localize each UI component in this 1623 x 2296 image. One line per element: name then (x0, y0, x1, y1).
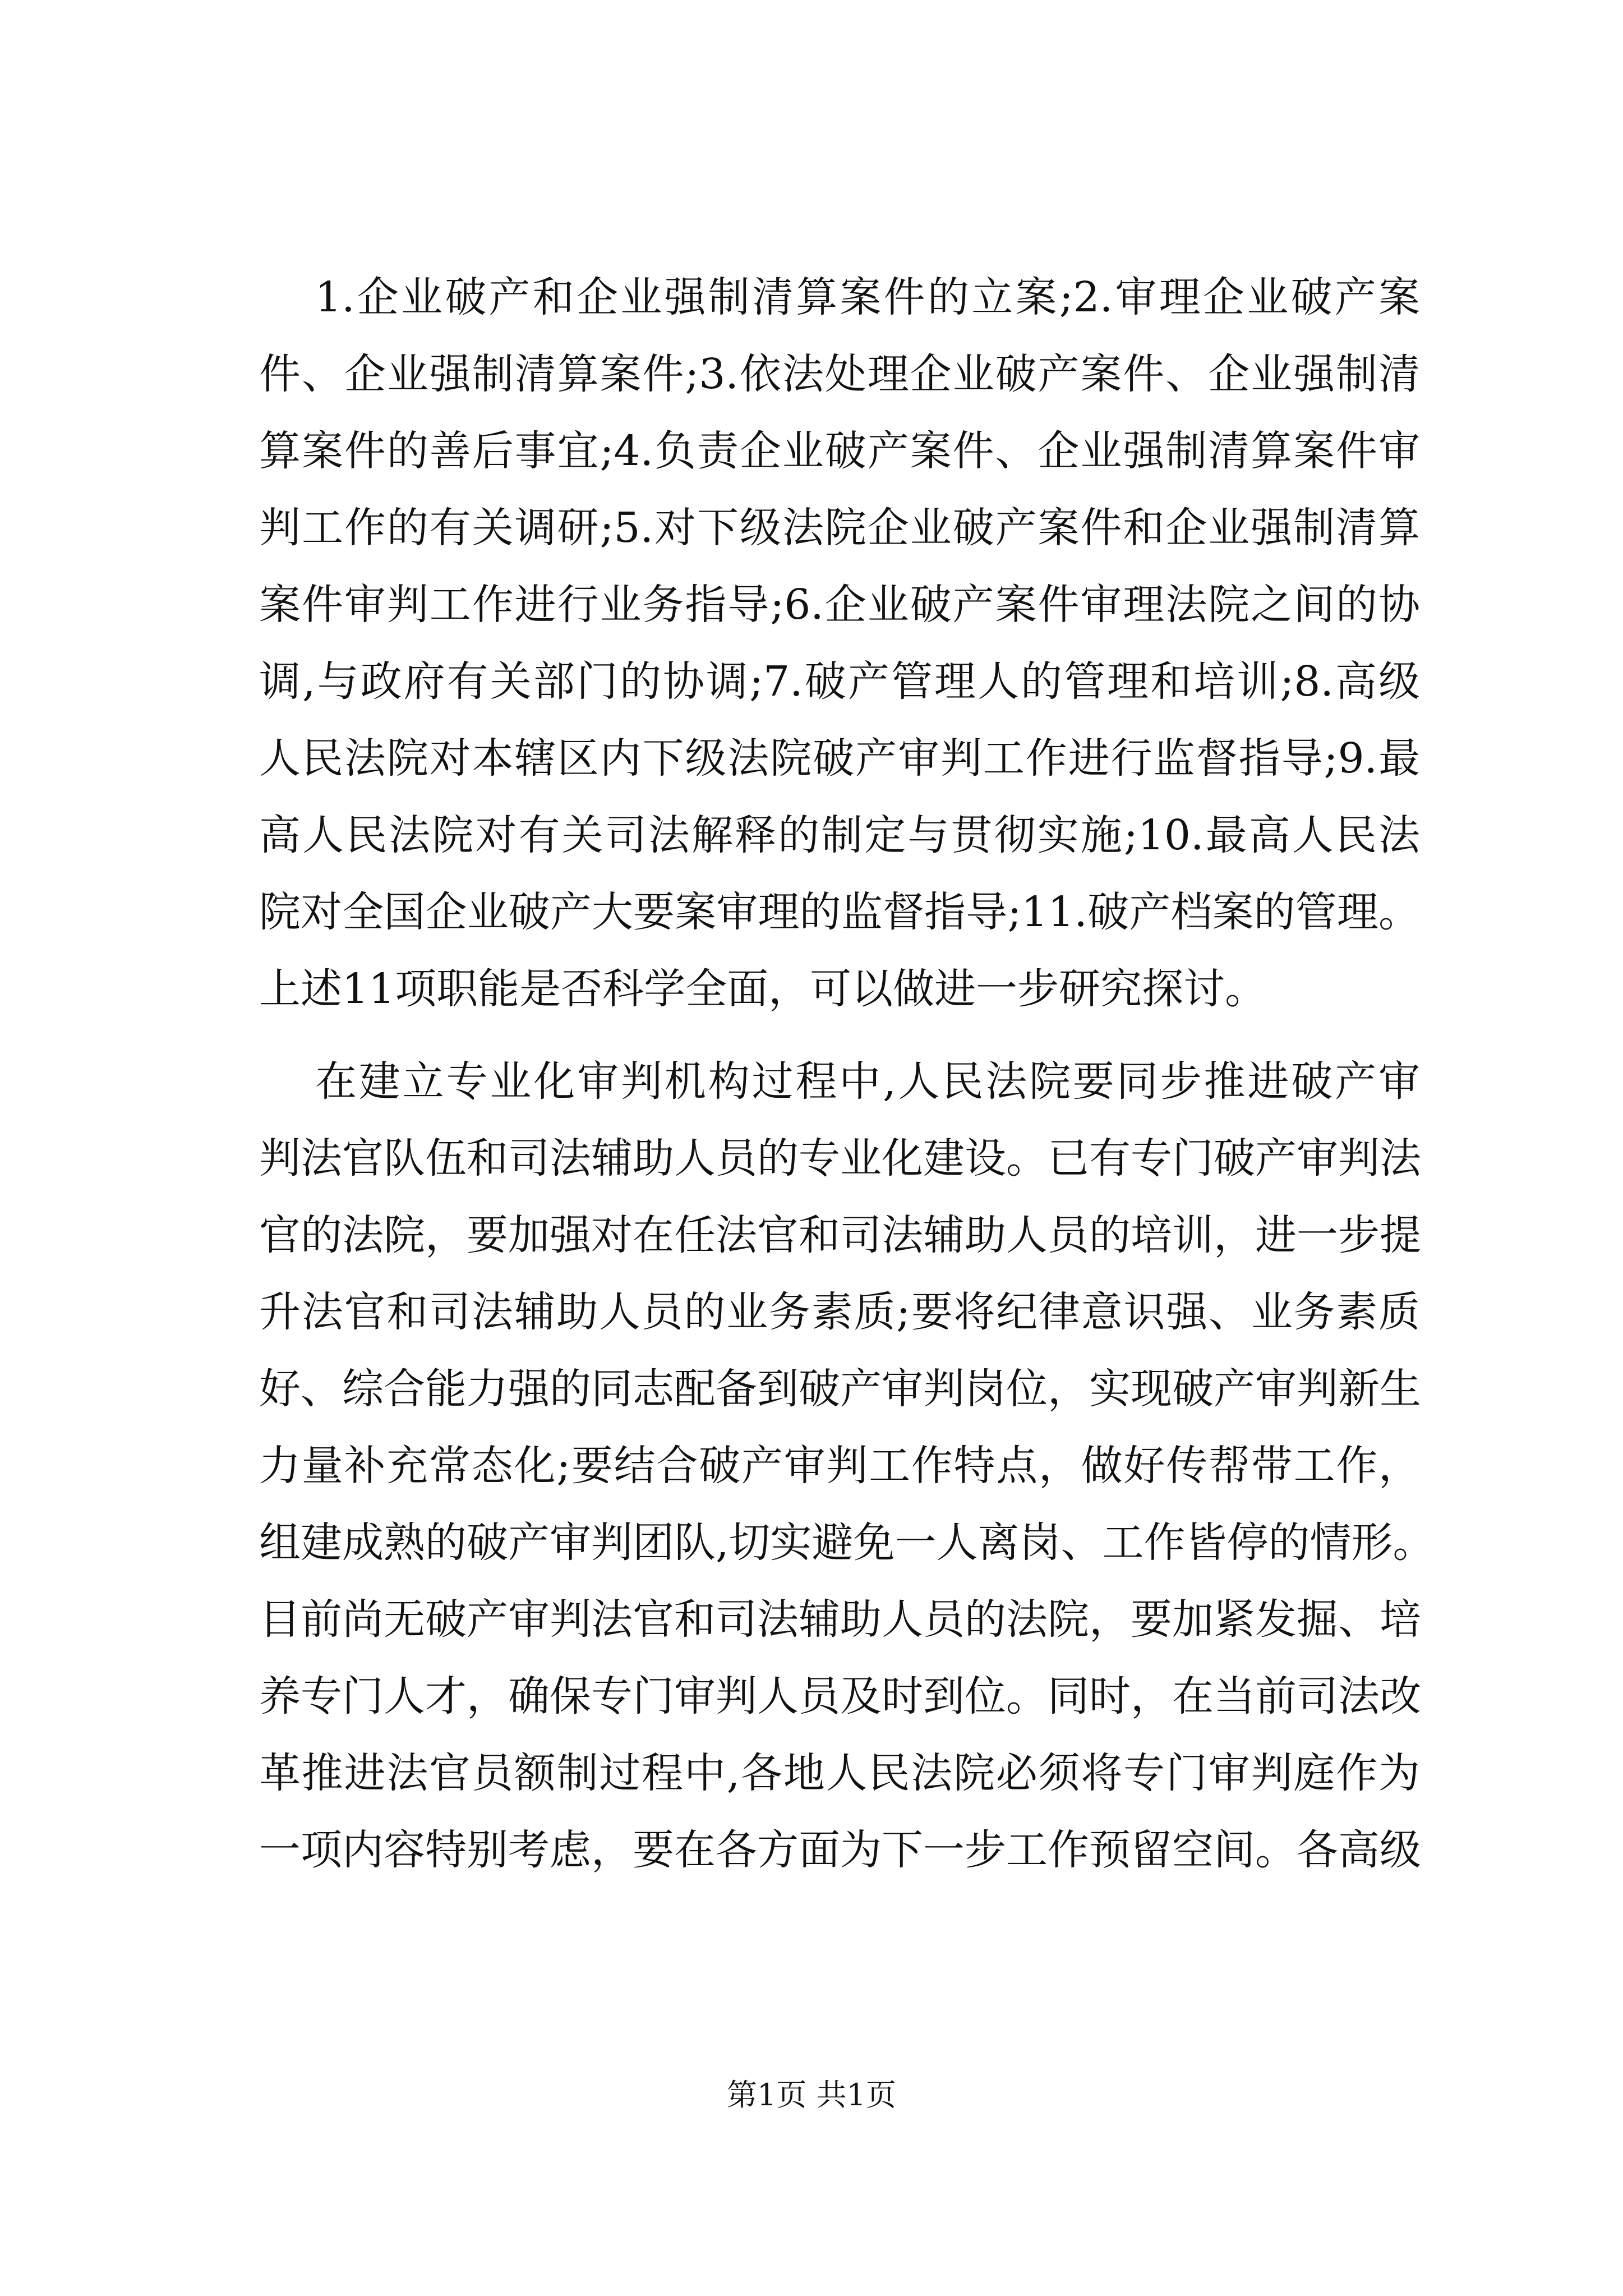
body-text (259, 259, 1435, 1889)
text-line: 养专门人才，确保专门审判人员及时到位。同时，在当前司法改 (259, 1672, 1421, 1720)
text-line: 革推进法官员额制过程中,各地人民法院必须将专门审判庭作为 (259, 1749, 1420, 1797)
text-line: 一项内容特别考虑，要在各方面为下一步工作预留空间。各高级 (259, 1826, 1421, 1874)
text-line: 升法官和司法辅助人员的业务素质;要将纪律意识强、业务素质 (259, 1288, 1420, 1336)
text-line: 人民法院对本辖区内下级法院破产审判工作进行监督指导;9.最 (259, 734, 1420, 783)
text-line: 1.企业破产和企业强制清算案件的立案;2.审理企业破产案 (315, 273, 1420, 321)
text-line: 判法官队伍和司法辅助人员的专业化建设。已有专门破产审判法 (259, 1134, 1421, 1182)
paragraph-2 (259, 1043, 1435, 1889)
text-line: 高人民法院对有关司法解释的制定与贯彻实施;10.最高人民法 (259, 811, 1420, 859)
text-line: 官的法院，要加强对在任法官和司法辅助人员的培训，进一步提 (259, 1211, 1421, 1259)
text-line: 算案件的善后事宜;4.负责企业破产案件、企业强制清算案件审 (259, 427, 1420, 475)
page-footer: 第1页 共1页 (727, 2077, 896, 2113)
text-line: 判工作的有关调研;5.对下级法院企业破产案件和企业强制清算 (259, 504, 1420, 552)
text-line: 上述11项职能是否科学全面，可以做进一步研究探讨。 (259, 965, 1267, 1013)
text-line: 案件审判工作进行业务指导;6.企业破产案件审理法院之间的协 (259, 581, 1420, 629)
text-line: 组建成熟的破产审判团队,切实避免一人离岗、工作皆停的情形。 (259, 1519, 1435, 1567)
paragraph-spacer (259, 1028, 1420, 1043)
text-line: 调,与政府有关部门的协调;7.破产管理人的管理和培训;8.高级 (259, 657, 1420, 706)
text-line: 力量补充常态化;要结合破产审判工作特点，做好传帮带工作， (259, 1442, 1420, 1490)
paragraph-1 (259, 259, 1420, 1028)
text-line: 好、综合能力强的同志配备到破产审判岗位，实现破产审判新生 (259, 1365, 1421, 1413)
text-line: 目前尚无破产审判法官和司法辅助人员的法院，要加紧发掘、培 (259, 1595, 1421, 1644)
text-line: 件、企业强制清算案件;3.依法处理企业破产案件、企业强制清 (259, 350, 1420, 398)
text-line: 院对全国企业破产大要案审理的监督指导;11.破产档案的管理。 (259, 888, 1420, 936)
text-line: 在建立专业化审判机构过程中,人民法院要同步推进破产审 (315, 1057, 1420, 1106)
